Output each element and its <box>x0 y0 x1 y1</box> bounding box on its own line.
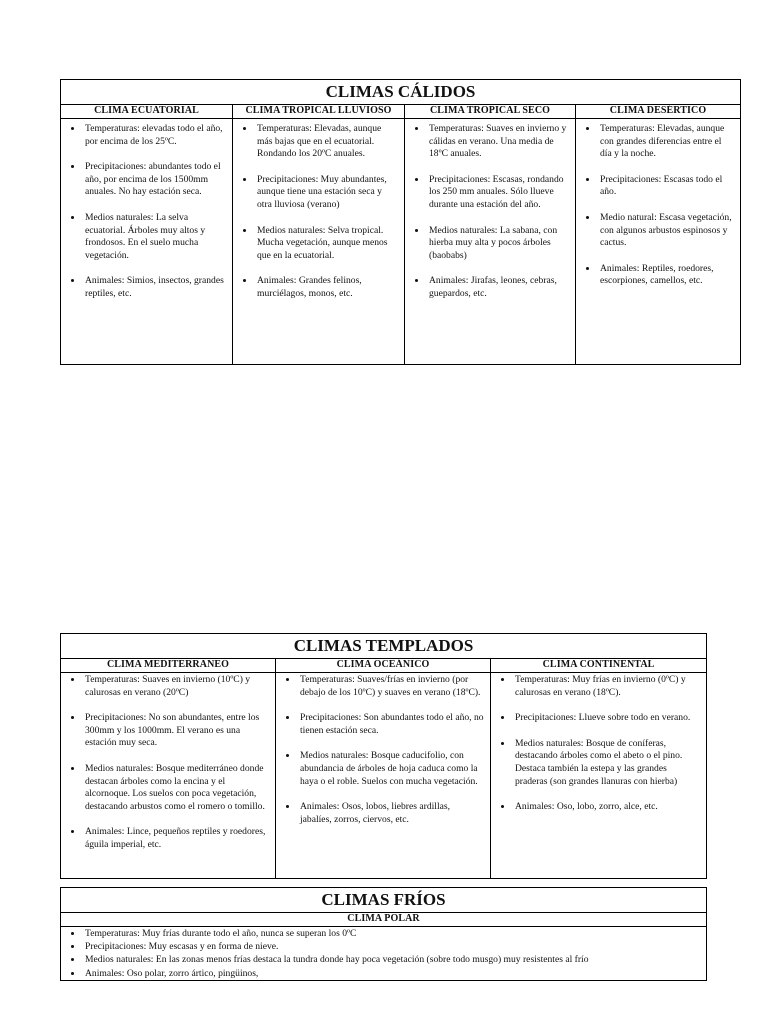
clima-tropical-lluvioso-cell <box>233 119 405 365</box>
list-item: • Animales: Osos, lobos, liebres ardillas, jabalíes, zorros, ciervos, etc. <box>298 801 484 826</box>
climas-templados-table <box>60 633 707 879</box>
list-item: • Medio natural: Escasa vegetación, con algunos arbustos espinosos y cactus. <box>598 212 734 250</box>
clima-tropical-lluvioso-list <box>233 119 404 301</box>
clima-desertico-cell <box>576 119 741 365</box>
list-item: • Medios naturales: Bosque caducifolio, con abundancia de árboles de hoja caduca como la haya o el roble. Suelos con mucha vegetación. <box>298 750 484 788</box>
list-item: • Medios naturales: La sabana, con hierba muy alta y pocos árboles (baobabs) <box>427 225 569 263</box>
clima-oceanico-header: CLIMA OCEÁNICO <box>276 659 491 673</box>
list-item: • Animales: Oso, lobo, zorro, alce, etc. <box>513 801 700 814</box>
clima-oceanico-list <box>276 673 490 826</box>
clima-continental-list <box>491 673 706 814</box>
climas-calidos-table <box>60 79 741 365</box>
list-item: • Medios naturales: Bosque mediterráneo donde destacan árboles como la encina y el alcornoque. Los suelos con poca vegetación, destacando arbustos como el romero o tomillo. <box>83 763 269 813</box>
list-item: • Animales: Oso polar, zorro ártico, pingüinos, <box>83 967 700 980</box>
list-item: • Medios naturales: Selva tropical. Mucha vegetación, aunque menos que en la ecuatorial. <box>255 225 398 263</box>
clima-oceanico-cell <box>276 673 491 879</box>
list-item: • Temperaturas: elevadas todo el año, por encima de los 25ºC. <box>83 123 226 148</box>
list-item: • Medios naturales: En las zonas menos frías destaca la tundra donde hay poca vegetación (sobre todo musgo) muy resistentes al frío <box>83 953 700 966</box>
list-item: • Precipitaciones: Escasas todo el año. <box>598 174 734 199</box>
clima-desertico-header: CLIMA DESÉRTICO <box>576 105 741 119</box>
list-item: • Animales: Reptiles, roedores, escorpiones, camellos, etc. <box>598 263 734 288</box>
climas-calidos-title: CLIMAS CÁLIDOS <box>61 80 741 105</box>
list-item: • Precipitaciones: Escasas, rondando los 250 mm anuales. Sólo llueve durante una estación del año. <box>427 174 569 212</box>
clima-tropical-seco-header: CLIMA TROPICAL SECO <box>405 105 576 119</box>
list-item: • Animales: Simios, insectos, grandes reptiles, etc. <box>83 275 226 300</box>
clima-tropical-lluvioso-header: CLIMA TROPICAL LLUVIOSO <box>233 105 405 119</box>
list-item: • Temperaturas: Suaves/frías en invierno (por debajo de los 10ºC) y suaves en verano (18ºC). <box>298 674 484 699</box>
list-item: • Animales: Grandes felinos, murciélagos, monos, etc. <box>255 275 398 300</box>
list-item: • Temperaturas: Muy frías durante todo el año, nunca se superan los 0ºC <box>83 927 700 940</box>
list-item: • Precipitaciones: Muy escasas y en forma de nieve. <box>83 940 700 953</box>
list-item: • Precipitaciones: Son abundantes todo el año, no tienen estación seca. <box>298 712 484 737</box>
clima-continental-cell <box>491 673 707 879</box>
clima-mediterraneo-list <box>61 673 275 852</box>
list-item: • Precipitaciones: Llueve sobre todo en verano. <box>513 712 700 725</box>
clima-desertico-list <box>576 119 740 288</box>
list-item: • Temperaturas: Elevadas, aunque más bajas que en el ecuatorial. Rondando los 20ºC anuales. <box>255 123 398 161</box>
list-item: • Animales: Lince, pequeños reptiles y roedores, águila imperial, etc. <box>83 826 269 851</box>
clima-polar-header: CLIMA POLAR <box>61 913 707 927</box>
list-item: • Temperaturas: Muy frías en invierno (0ºC) y calurosas en verano (18ºC). <box>513 674 700 699</box>
list-item: • Precipitaciones: Muy abundantes, aunque tiene una estación seca y otra lluviosa (verano) <box>255 174 398 212</box>
list-item: • Temperaturas: Suaves en invierno y cálidas en verano. Una media de 18ºC anuales. <box>427 123 569 161</box>
list-item: • Temperaturas: Elevadas, aunque con grandes diferencias entre el día y la noche. <box>598 123 734 161</box>
list-item: • Medios naturales: La selva ecuatorial. Árboles muy altos y frondosos. En el suelo mucha vegetación. <box>83 212 226 262</box>
clima-polar-cell <box>61 927 707 981</box>
clima-ecuatorial-header: CLIMA ECUATORIAL <box>61 105 233 119</box>
climas-templados-title: CLIMAS TEMPLADOS <box>61 634 707 659</box>
list-item: • Temperaturas: Suaves en invierno (10ºC) y calurosas en verano (20ºC) <box>83 674 269 699</box>
clima-ecuatorial-cell <box>61 119 233 365</box>
list-item: • Precipitaciones: abundantes todo el año, por encima de los 1500mm anuales. No hay estación seca. <box>83 161 226 199</box>
clima-tropical-seco-list <box>405 119 575 301</box>
list-item: • Medios naturales: Bosque de coníferas, destacando árboles como el abeto o el pino. Destaca también la estepa y las grandes praderas (son grandes llanuras con hierba) <box>513 738 700 788</box>
clima-mediterraneo-header: CLIMA MEDITERRANEO <box>61 659 276 673</box>
list-item: • Animales: Jirafas, leones, cebras, guepardos, etc. <box>427 275 569 300</box>
clima-mediterraneo-cell <box>61 673 276 879</box>
clima-tropical-seco-cell <box>405 119 576 365</box>
clima-polar-list <box>61 927 706 980</box>
clima-ecuatorial-list <box>61 119 232 301</box>
clima-continental-header: CLIMA CONTINENTAL <box>491 659 707 673</box>
list-item: • Precipitaciones: No son abundantes, entre los 300mm y los 1000mm. El verano es una estación muy seca. <box>83 712 269 750</box>
climas-frios-table <box>60 887 707 981</box>
climas-frios-title: CLIMAS FRÍOS <box>61 888 707 913</box>
